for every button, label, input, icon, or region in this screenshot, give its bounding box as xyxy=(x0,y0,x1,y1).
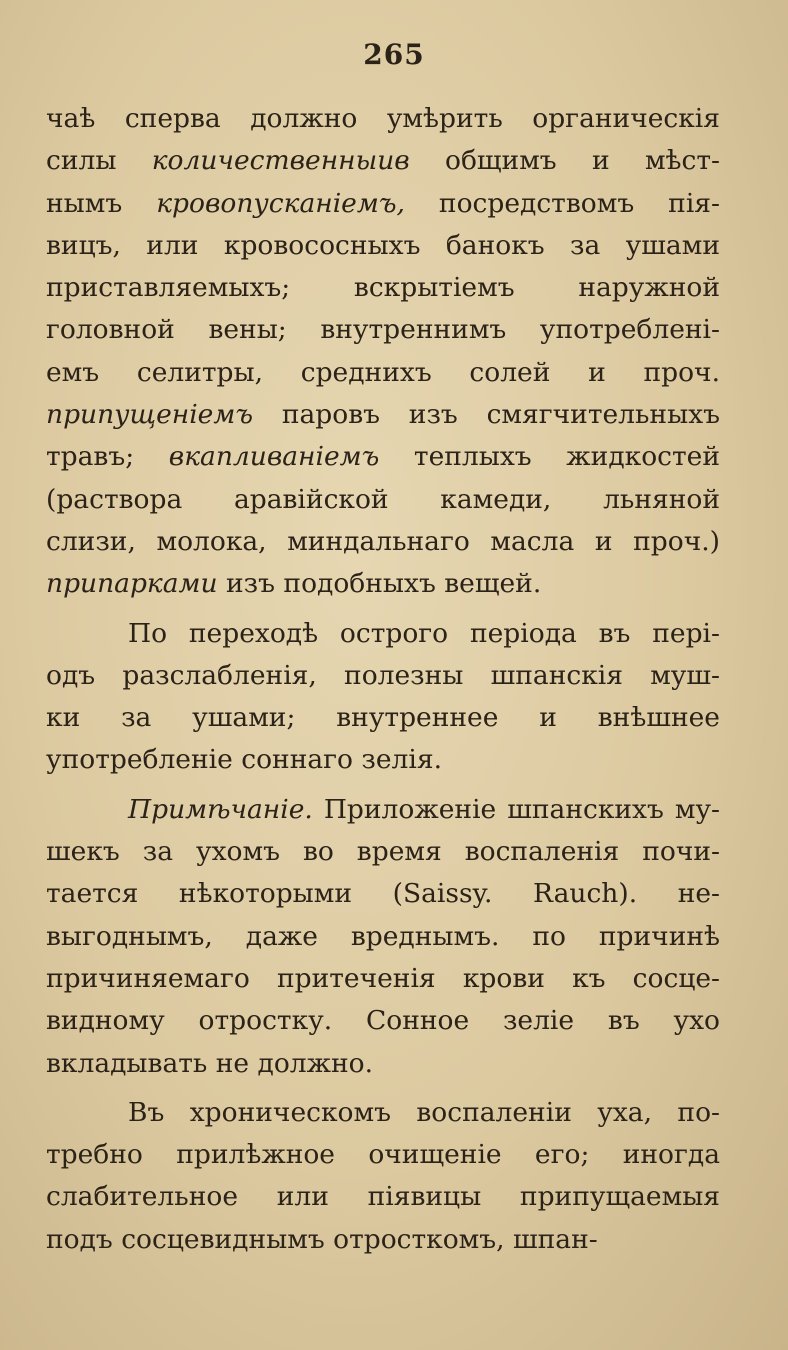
text-line xyxy=(46,697,720,739)
text-line xyxy=(46,1219,720,1261)
text-line xyxy=(46,1000,720,1042)
paragraph xyxy=(46,613,720,782)
text-segment: одъ разслабленія, полезны шпанскія муш- xyxy=(46,659,720,691)
text-line xyxy=(46,613,720,655)
text-line xyxy=(46,267,720,309)
text-line xyxy=(46,140,720,182)
text-line xyxy=(46,831,720,873)
text-line xyxy=(46,916,720,958)
paragraph xyxy=(46,789,720,1085)
text-segment: употребленіе соннаго зелія. xyxy=(46,744,442,776)
text-line xyxy=(46,789,720,831)
text-segment: По переходѣ острого періода въ пері- xyxy=(128,617,720,649)
text-segment: слабительное или піявицы припущаемыя xyxy=(46,1181,720,1213)
text-segment: выгоднымъ, даже вреднымъ. по причинѣ xyxy=(46,920,720,952)
text-line xyxy=(46,1092,720,1134)
italic-text: количественныив xyxy=(151,145,410,177)
text-segment: силы xyxy=(46,145,152,177)
text-line xyxy=(46,655,720,697)
italic-text: кровопусканіемъ, xyxy=(156,187,405,219)
text-segment: (раствора аравійской камеди, льняной xyxy=(46,483,720,515)
text-line xyxy=(46,479,720,521)
text-segment: Приложеніе шпанскихъ му- xyxy=(312,793,720,825)
text-segment: шекъ за ухомъ во время воспаленія почи- xyxy=(46,836,720,868)
paragraph xyxy=(46,1092,720,1261)
text-segment: тается нѣкоторыми (Saissy. Rauch). не- xyxy=(46,878,720,910)
text-line xyxy=(46,436,720,478)
text-segment: подъ сосцевиднымъ отросткомъ, шпан- xyxy=(46,1223,598,1255)
text-segment: Въ хроническомъ воспаленіи уха, по- xyxy=(128,1096,720,1128)
text-line xyxy=(46,521,720,563)
text-segment: нымъ xyxy=(46,187,157,219)
text-segment: причиняемаго притеченія крови къ сосце- xyxy=(46,962,720,994)
text-line xyxy=(46,394,720,436)
text-line xyxy=(46,1043,720,1085)
text-segment: слизи, молока, миндальнаго масла и проч.) xyxy=(46,525,720,557)
text-line xyxy=(46,309,720,351)
text-segment: ки за ушами; внутреннее и внѣшнее xyxy=(46,702,720,734)
text-segment: изъ подобныхъ вещей. xyxy=(217,568,542,600)
text-segment: паровъ изъ смягчительныхъ xyxy=(253,399,720,431)
text-line xyxy=(46,563,720,605)
paragraph-gap xyxy=(46,606,720,613)
text-segment: травъ; xyxy=(46,441,169,473)
text-segment: приставляемыхъ; вскрытіемъ наружной xyxy=(46,272,720,304)
text-segment: вкладывать не должно. xyxy=(46,1047,374,1079)
text-line xyxy=(46,873,720,915)
text-segment: вицъ, или кровососныхъ банокъ за ушами xyxy=(46,229,720,261)
text-line xyxy=(46,98,720,140)
italic-text: припущеніемъ xyxy=(46,399,253,431)
text-line xyxy=(46,352,720,394)
text-segment: общимъ и мѣст- xyxy=(409,145,720,177)
text-segment: теплыхъ жидкостей xyxy=(379,441,720,473)
text-line xyxy=(46,739,720,781)
body-text xyxy=(46,98,720,1261)
text-segment: посредствомъ пія- xyxy=(404,187,720,219)
text-line xyxy=(46,183,720,225)
italic-text: припарками xyxy=(46,568,218,600)
paragraph-gap xyxy=(46,1085,720,1092)
text-segment: требно прилѣжное очищеніе его; иногда xyxy=(46,1139,720,1171)
text-segment: чаѣ сперва должно умѣрить органическія xyxy=(46,103,720,134)
italic-text: Примѣчаніе. xyxy=(128,793,313,825)
text-line xyxy=(46,958,720,1000)
paragraph xyxy=(46,98,720,606)
text-segment: емъ селитры, среднихъ солей и проч. xyxy=(46,356,720,388)
text-line xyxy=(46,1134,720,1176)
text-line xyxy=(46,1176,720,1218)
text-segment: видному отростку. Сонное зеліе въ ухо xyxy=(46,1005,720,1037)
paragraph-gap xyxy=(46,782,720,789)
text-segment: головной вены; внутреннимъ употреблені- xyxy=(46,314,720,346)
page-number: 265 xyxy=(363,38,425,71)
text-line xyxy=(46,225,720,267)
italic-text: вкапливаніемъ xyxy=(168,441,380,473)
